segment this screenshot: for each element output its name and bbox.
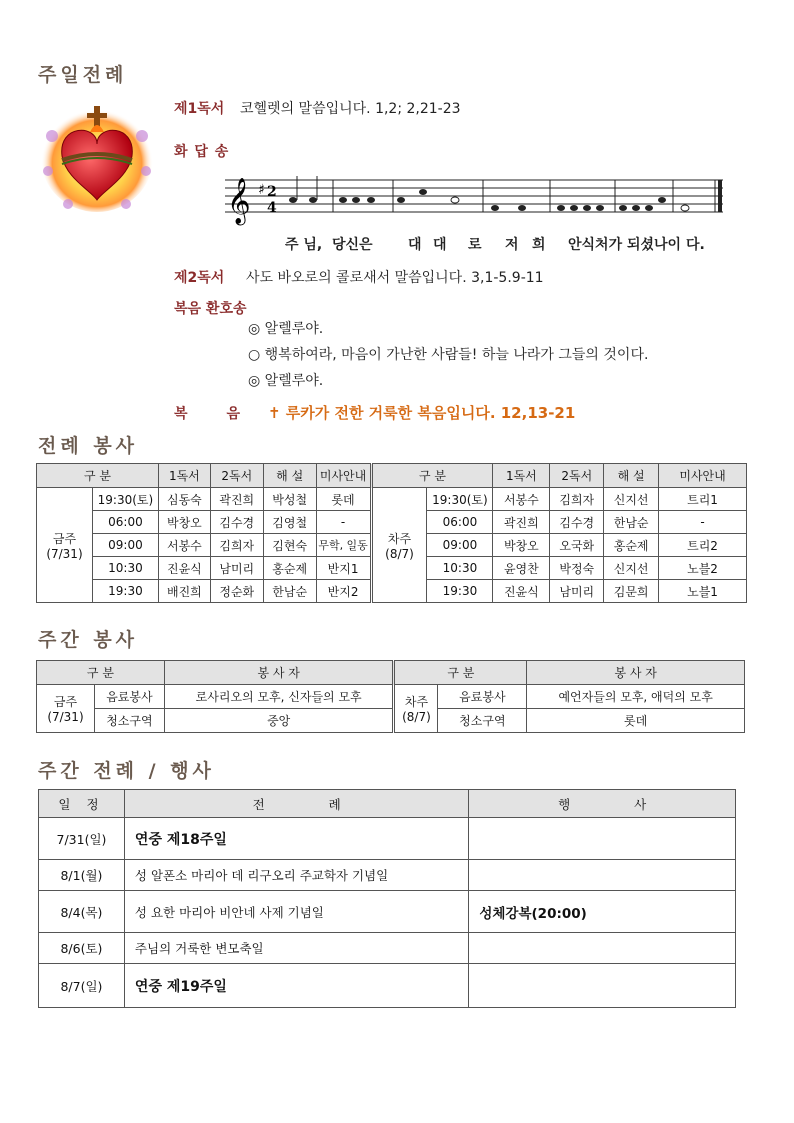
next-date: (8/7) [402, 710, 431, 724]
date-cell: 8/4(목) [39, 891, 125, 933]
header-cell: 미사안내 [316, 464, 371, 488]
cell: - [316, 511, 371, 534]
cell: 청소구역 [438, 709, 527, 733]
table-row [39, 860, 736, 891]
header-cell: 전 례 [124, 790, 468, 818]
cell: 곽진희 [210, 488, 263, 511]
cell: 김문희 [604, 580, 659, 603]
liturgy-service-title: 전례 봉사 [38, 435, 139, 457]
cell: 반지2 [316, 580, 371, 603]
weekly-service-title: 주간 봉사 [38, 629, 139, 651]
acclamation-line: ◎ 알렐루야. [248, 321, 324, 337]
cell: 10:30 [427, 557, 493, 580]
reading1-label: 제1독서 [174, 101, 225, 117]
music-staff [225, 170, 725, 230]
header-cell: 봉 사 자 [164, 661, 394, 685]
lyric: 주 님, [285, 237, 323, 253]
reading2-label: 제2독서 [174, 270, 225, 286]
table-row [39, 964, 736, 1008]
cell: 중앙 [164, 709, 394, 733]
week-cell [37, 685, 95, 733]
table-row [37, 709, 745, 733]
cell: 트리2 [659, 534, 747, 557]
event-cell [469, 964, 736, 1008]
lyric: 희 [532, 237, 546, 253]
cell: 진윤식 [493, 580, 550, 603]
cell: 김현숙 [263, 534, 316, 557]
cell: 예언자들의 모후, 애덕의 모후 [527, 685, 745, 709]
gospel-label: 복 음 [174, 406, 241, 422]
liturgy-cell: 성 요한 마리아 비안네 사제 기념일 [124, 891, 468, 933]
cell: 오국화 [550, 534, 604, 557]
cell: 한남순 [604, 511, 659, 534]
header-cell: 해 설 [263, 464, 316, 488]
cell: 홍순제 [263, 557, 316, 580]
event-cell [469, 860, 736, 891]
svg-text:𝄞: 𝄞 [227, 178, 251, 224]
cell: - [659, 511, 747, 534]
cell: 신지선 [604, 557, 659, 580]
weekly-schedule-table [38, 789, 736, 1008]
next-date: (8/7) [385, 546, 414, 561]
this-week: 금주 [53, 695, 78, 709]
date-cell: 7/31(일) [39, 818, 125, 860]
psalm-label: 화 답 송 [174, 144, 230, 160]
sunday-liturgy-title: 주일전례 [38, 64, 128, 86]
cell: 신지선 [604, 488, 659, 511]
event-cell [469, 818, 736, 860]
table-row [37, 685, 745, 709]
liturgy-cell: 연중 제19주일 [124, 964, 468, 1008]
svg-text:4: 4 [267, 200, 277, 216]
lyric: 안식처가 되셨나이 다. [568, 237, 705, 253]
this-date: (7/31) [47, 710, 84, 724]
cell: 09:00 [427, 534, 493, 557]
week-cell [394, 685, 438, 733]
cell: 홍순제 [604, 534, 659, 557]
event-cell [469, 933, 736, 964]
reading1-text: 코헬렛의 말씀입니다. 1,2; 2,21-23 [240, 101, 461, 117]
week-cell [371, 488, 427, 603]
cell: 진윤식 [158, 557, 210, 580]
cell: 19:30(토) [427, 488, 493, 511]
cell: 19:30 [427, 580, 493, 603]
cell: 트리1 [659, 488, 747, 511]
header-cell: 구 분 [37, 464, 159, 488]
cell: 김희자 [210, 534, 263, 557]
cell: 반지1 [316, 557, 371, 580]
lyric: 로 [468, 237, 482, 253]
cell: 박창오 [493, 534, 550, 557]
cell: 심동숙 [158, 488, 210, 511]
liturgy-cell: 연중 제18주일 [124, 818, 468, 860]
reading2-text: 사도 바오로의 콜로새서 말씀입니다. 3,1-5.9-11 [246, 270, 544, 286]
next-week: 차주 [387, 531, 412, 546]
weekly-service-table [36, 660, 745, 733]
lyric: 저 [505, 237, 519, 253]
week-cell [37, 488, 93, 603]
cell: 박정숙 [550, 557, 604, 580]
lyric: 대 [433, 237, 447, 253]
cell: 롯데 [316, 488, 371, 511]
cell: 김수경 [550, 511, 604, 534]
cell: 남미리 [550, 580, 604, 603]
this-week: 금주 [52, 531, 77, 546]
cell: 노블2 [659, 557, 747, 580]
svg-text:♯: ♯ [258, 182, 265, 198]
lyric: 대 [408, 237, 422, 253]
header-cell: 해 설 [604, 464, 659, 488]
header-cell: 1독서 [493, 464, 550, 488]
table-row [39, 818, 736, 860]
cell: 19:30 [92, 580, 158, 603]
weekly-liturgy-title: 주간 전례 / 행사 [38, 760, 215, 782]
header-cell: 1독서 [158, 464, 210, 488]
cell: 06:00 [92, 511, 158, 534]
header-cell: 2독서 [550, 464, 604, 488]
cell: 무학, 일동 [316, 534, 371, 557]
header-cell: 구 분 [37, 661, 165, 685]
date-cell: 8/1(월) [39, 860, 125, 891]
cell: 정순화 [210, 580, 263, 603]
date-cell: 8/6(토) [39, 933, 125, 964]
gospel-text: ✝ 루카가 전한 거룩한 복음입니다. 12,13-21 [268, 404, 576, 422]
date-cell: 8/7(일) [39, 964, 125, 1008]
header-cell: 일 정 [39, 790, 125, 818]
header-cell: 미사안내 [659, 464, 747, 488]
header-cell: 구 분 [371, 464, 493, 488]
liturgy-cell: 주님의 거룩한 변모축일 [124, 933, 468, 964]
cell: 김영철 [263, 511, 316, 534]
cell: 박창오 [158, 511, 210, 534]
liturgy-service-table [36, 463, 747, 603]
liturgy-cell: 성 알폰소 마리아 데 리구오리 주교학자 기념일 [124, 860, 468, 891]
this-date: (7/31) [46, 546, 83, 561]
cell: 19:30(토) [92, 488, 158, 511]
cell: 06:00 [427, 511, 493, 534]
header-cell: 봉 사 자 [527, 661, 745, 685]
cell: 김수경 [210, 511, 263, 534]
sacred-heart-image [38, 96, 156, 214]
table-row [39, 891, 736, 933]
cell: 서봉수 [493, 488, 550, 511]
cell: 박성철 [263, 488, 316, 511]
acclamation-line: ○ 행복하여라, 마음이 가난한 사람들! 하늘 나라가 그들의 것이다. [248, 347, 649, 363]
lyric: 당신은 [332, 237, 373, 253]
cell: 10:30 [92, 557, 158, 580]
cell: 남미리 [210, 557, 263, 580]
cell: 한남순 [263, 580, 316, 603]
cell: 09:00 [92, 534, 158, 557]
cell: 로사리오의 모후, 신자들의 모후 [164, 685, 394, 709]
event-cell: 성체강복(20:00) [469, 891, 736, 933]
cell: 김희자 [550, 488, 604, 511]
header-cell: 2독서 [210, 464, 263, 488]
header-cell: 구 분 [394, 661, 527, 685]
acclamation-line: ◎ 알렐루야. [248, 373, 324, 389]
cell: 곽진희 [493, 511, 550, 534]
table-row [39, 933, 736, 964]
cell: 청소구역 [94, 709, 164, 733]
svg-text:2: 2 [267, 184, 277, 200]
cell: 서봉수 [158, 534, 210, 557]
cell: 배진희 [158, 580, 210, 603]
cell: 음료봉사 [438, 685, 527, 709]
cell: 롯데 [527, 709, 745, 733]
table-row [37, 488, 747, 511]
header-cell: 행 사 [469, 790, 736, 818]
cell: 노블1 [659, 580, 747, 603]
acclamation-label: 복음 환호송 [174, 301, 247, 317]
next-week: 차주 [404, 695, 429, 709]
cell: 윤영찬 [493, 557, 550, 580]
cell: 음료봉사 [94, 685, 164, 709]
